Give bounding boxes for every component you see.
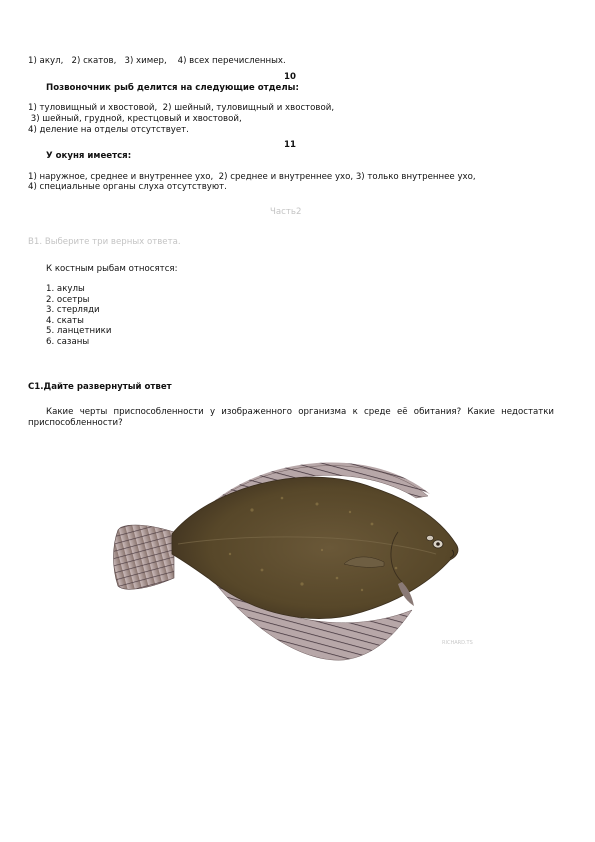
b1-question: К костным рыбам относятся:	[46, 264, 178, 274]
image-watermark: RICHARD.TS	[442, 640, 473, 646]
b1-instruction: В1. Выберите три верных ответа.	[28, 237, 181, 247]
fish-body	[172, 477, 458, 618]
b1-option-1: 1. акулы	[46, 284, 85, 294]
q11-answer-line-1: 1) наружное, среднее и внутреннее ухо, 2) среднее и внутреннее ухо, 3) только внутреннее ухо,	[28, 172, 476, 182]
q10-answer-line-1: 1) туловищный и хвостовой, 2) шейный, туловищный и хвостовой,	[28, 103, 335, 113]
part2-heading: Часть2	[270, 207, 302, 217]
c1-question-text: Какие черты приспособленности у изображенного организма к среде её обитания? Какие недостатки приспособленности?	[28, 407, 554, 428]
b1-option-6: 6. сазаны	[46, 337, 90, 347]
q10-answer-line-3: 4) деление на отделы отсутствует.	[28, 125, 189, 135]
b1-option-4: 4. скаты	[46, 316, 84, 326]
c1-question	[28, 407, 554, 428]
b1-option-3: 3. стерляди	[46, 305, 100, 315]
b1-option-2: 2. осетры	[46, 295, 90, 305]
q10-number: 10	[284, 72, 296, 82]
q10-question: Позвоночник рыб делится на следующие отделы:	[46, 83, 299, 93]
b1-option-5: 5. ланцетники	[46, 326, 112, 336]
q11-number: 11	[284, 140, 296, 150]
c1-heading: С1.Дайте развернутый ответ	[28, 382, 172, 392]
q10-answer-line-2: 3) шейный, грудной, крестцовый и хвостовой,	[28, 114, 242, 124]
q11-answer-line-2: 4) специальные органы слуха отсутствуют.	[28, 182, 227, 192]
q9-answers: 1) акул, 2) скатов, 3) химер, 4) всех перечисленных.	[28, 56, 286, 66]
flounder-image	[112, 450, 476, 672]
tail-fin	[114, 525, 175, 589]
q11-question: У окуня имеется:	[46, 151, 132, 161]
